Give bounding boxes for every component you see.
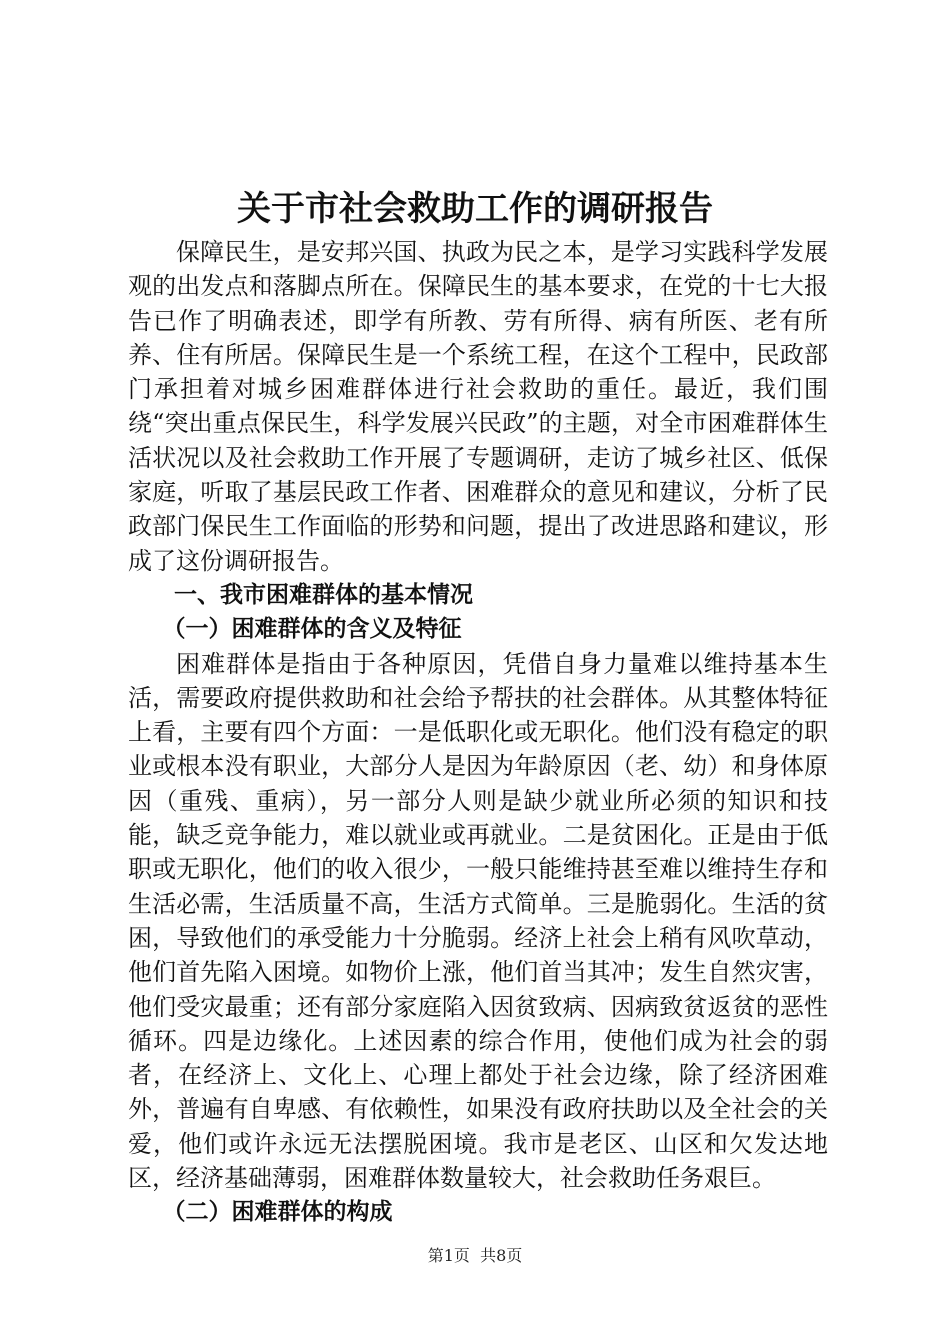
page-number: 第1页 [427, 1246, 470, 1265]
intro-paragraph: 保障民生，是安邦兴国、执政为民之本，是学习实践科学发展观的出发点和落脚点所在。保障民生的基本要求，在党的十七大报告已作了明确表述，即学有所教、劳有所得、病有所医、老有所养、住有所居。保障民生是一个系统工程，在这个工程中，民政部门承担着对城乡困难群体进行社会救助的重任。最近，我们围绕“突出重点保民生，科学发展兴民政”的主题，对全市困难群体生活状况以及社会救助工作开展了专题调研，走访了城乡社区、低保家庭，听取了基层民政工作者、困难群众的意见和建议，分析了民政部门保民生工作面临的形势和问题，提出了改进思路和建议，形成了这份调研报告。 [128, 238, 828, 575]
document-title: 关于市社会救助工作的调研报告 [237, 189, 713, 229]
document-body [128, 235, 828, 1230]
subsection-heading-2: （二）困难群体的构成 [162, 1199, 393, 1226]
page-total: 共8页 [480, 1246, 523, 1265]
page-footer [0, 1244, 950, 1268]
characteristics-paragraph: 困难群体是指由于各种原因，凭借自身力量难以维持基本生活，需要政府提供救助和社会给予帮扶的社会群体。从其整体特征上看，主要有四个方面：一是低职化或无职化。他们没有稳定的职业或根本没有职业，大部分人是因为年龄原因（老、幼）和身体原因（重残、重病），另一部分人则是缺少就业所必须的知识和技能，缺乏竞争能力，难以就业或再就业。二是贫困化。正是由于低职或无职化，他们的收入很少，一般只能维持甚至难以维持生存和生活必需，生活质量不高，生活方式简单。三是脆弱化。生活的贫困，导致他们的承受能力十分脆弱。经济上社会上稍有风吹草动，他们首先陷入困境。如物价上涨，他们首当其冲；发生自然灾害，他们受灾最重；还有部分家庭陷入因贫致病、因病致贫返贫的恶性循环。四是边缘化。上述因素的综合作用，使他们成为社会的弱者，在经济上、文化上、心理上都处于社会边缘，除了经济困难外，普遍有自卑感、有依赖性，如果没有政府扶助以及全社会的关爱，他们或许永远无法摆脱困境。我市是老区、山区和欠发达地区，经济基础薄弱，困难群体数量较大，社会救助任务艰巨。 [128, 649, 828, 1193]
section-heading-1: 一、我市困难群体的基本情况 [174, 581, 473, 608]
subsection-heading-1: （一）困难群体的含义及特征 [162, 616, 462, 643]
